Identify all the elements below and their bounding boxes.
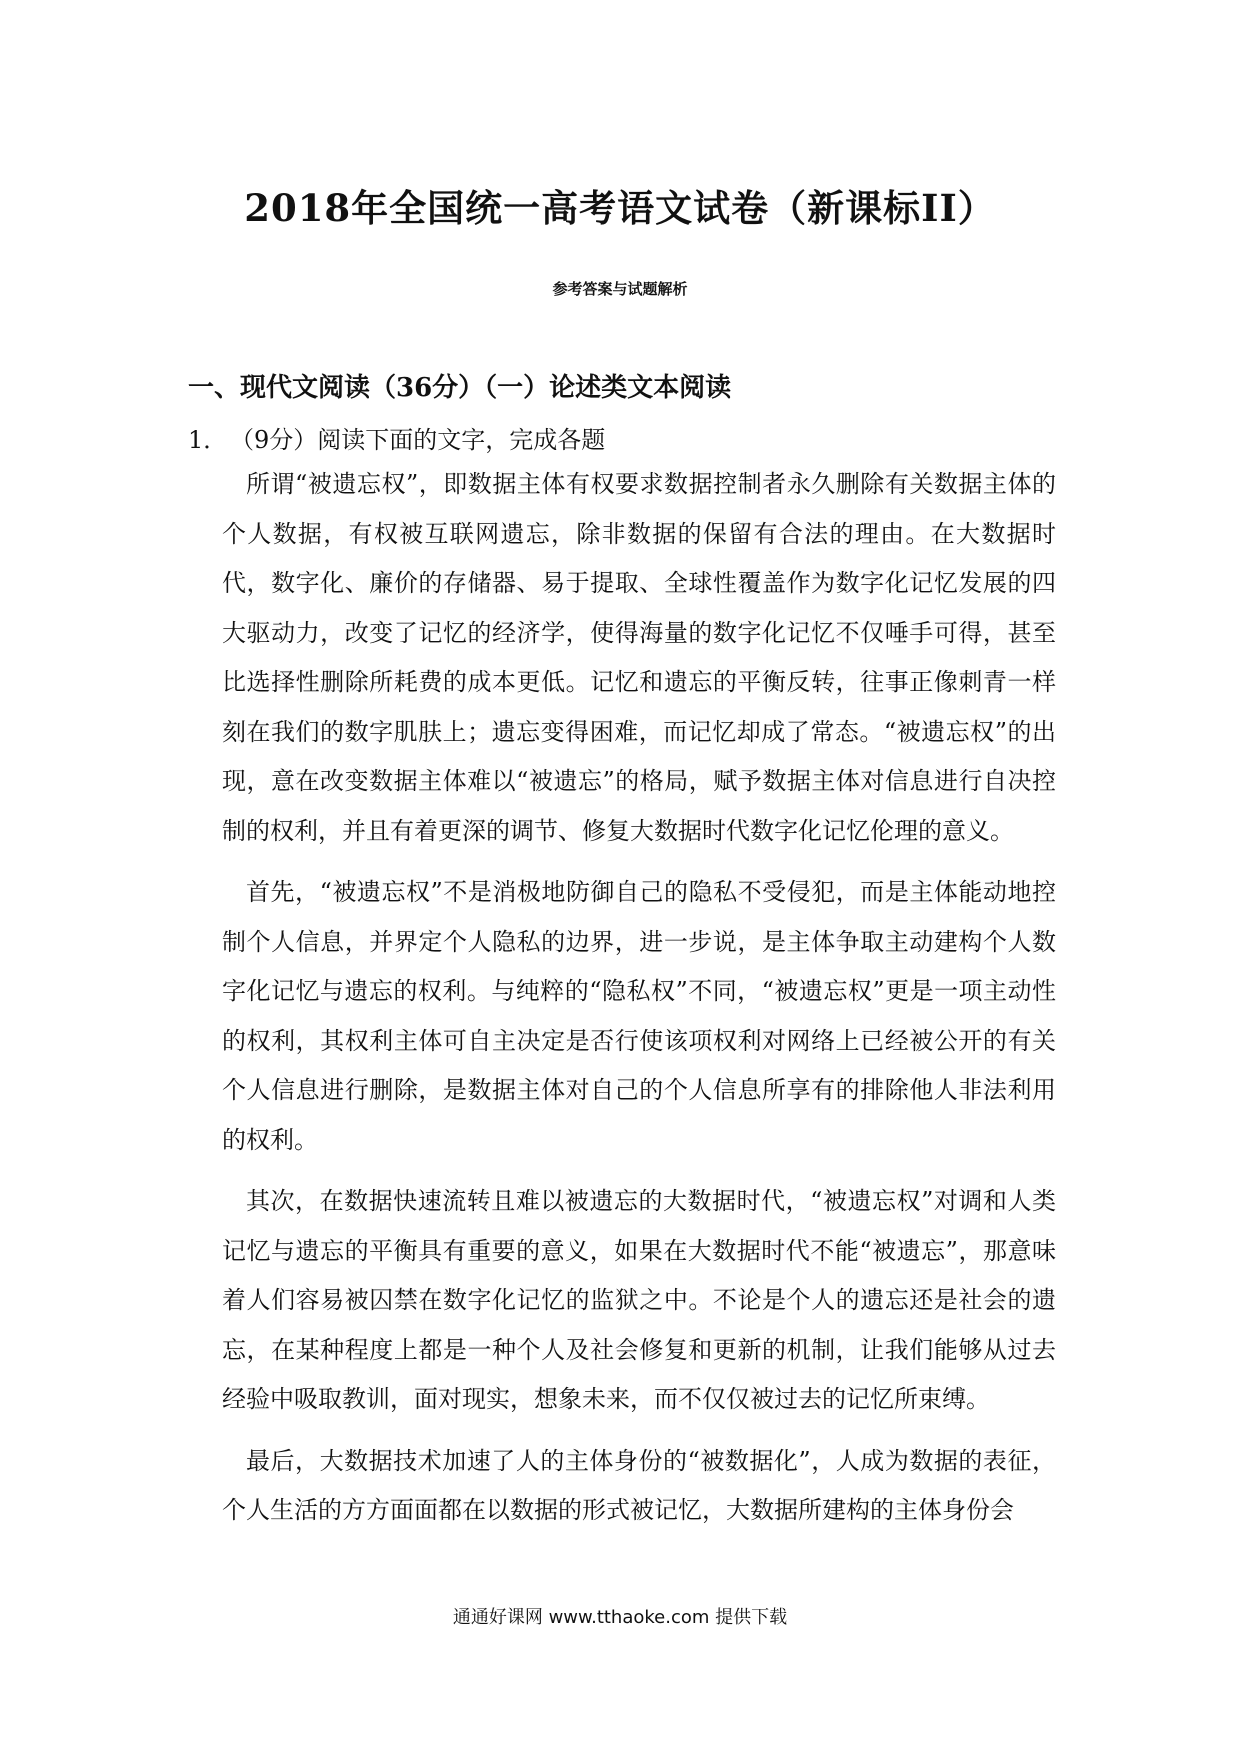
question-1	[188, 420, 605, 455]
passage-paragraph-1: 所谓“被遗忘权”，即数据主体有权要求数据控制者永久删除有关数据主体的个人数据，有权被互联网遗忘，除非数据的保留有合法的理由。在大数据时代，数字化、廉价的存储器、易于提取、全球性覆盖作为数字化记忆发展的四大驱动力，改变了记忆的经济学，使得海量的数字化记忆不仅唾手可得，甚至比选择性删除所耗费的成本更低。记忆和遗忘的平衡反转，往事正像刺青一样刻在我们的数字肌肤上；遗忘变得困难，而记忆却成了常态。“被遗忘权”的出现，意在改变数据主体难以“被遗忘”的格局，赋予数据主体对信息进行自决控制的权利，并且有着更深的调节、修复大数据时代数字化记忆伦理的意义。	[222, 470, 1056, 845]
page-footer: 通通好课网 www.tthaoke.com 提供下载	[452, 1607, 788, 1628]
reading-passage	[222, 460, 1056, 1548]
passage-paragraph-3: 其次，在数据快速流转且难以被遗忘的大数据时代，“被遗忘权”对调和人类记忆与遗忘的平衡具有重要的意义，如果在大数据时代不能“被遗忘”，那意味着人们容易被囚禁在数字化记忆的监狱之中。不论是个人的遗忘还是社会的遗忘，在某种程度上都是一种个人及社会修复和更新的机制，让我们能够从过去经验中吸取教训，面对现实，想象未来，而不仅仅被过去的记忆所束缚。	[222, 1187, 1056, 1413]
section-heading: 一、现代文阅读（36分）（一）论述类文本阅读	[188, 373, 732, 403]
question-prompt: （9分）阅读下面的文字，完成各题	[230, 426, 606, 454]
page-title: 2018年全国统一高考语文试卷（新课标II）	[244, 186, 996, 230]
passage-paragraph-2: 首先，“被遗忘权”不是消极地防御自己的隐私不受侵犯，而是主体能动地控制个人信息，并界定个人隐私的边界，进一步说，是主体争取主动建构个人数字化记忆与遗忘的权利。与纯粹的“隐私权”不同，“被遗忘权”更是一项主动性的权利，其权利主体可自主决定是否行使该项权利对网络上已经被公开的有关个人信息进行删除，是数据主体对自己的个人信息所享有的排除他人非法利用的权利。	[222, 878, 1056, 1154]
passage-paragraph-4: 最后，大数据技术加速了人的主体身份的“被数据化”，人成为数据的表征，个人生活的方方面面都在以数据的形式被记忆，大数据所建构的主体身份会	[222, 1446, 1056, 1524]
question-number: 1．	[188, 426, 228, 454]
page-subtitle: 参考答案与试题解析	[552, 280, 688, 298]
